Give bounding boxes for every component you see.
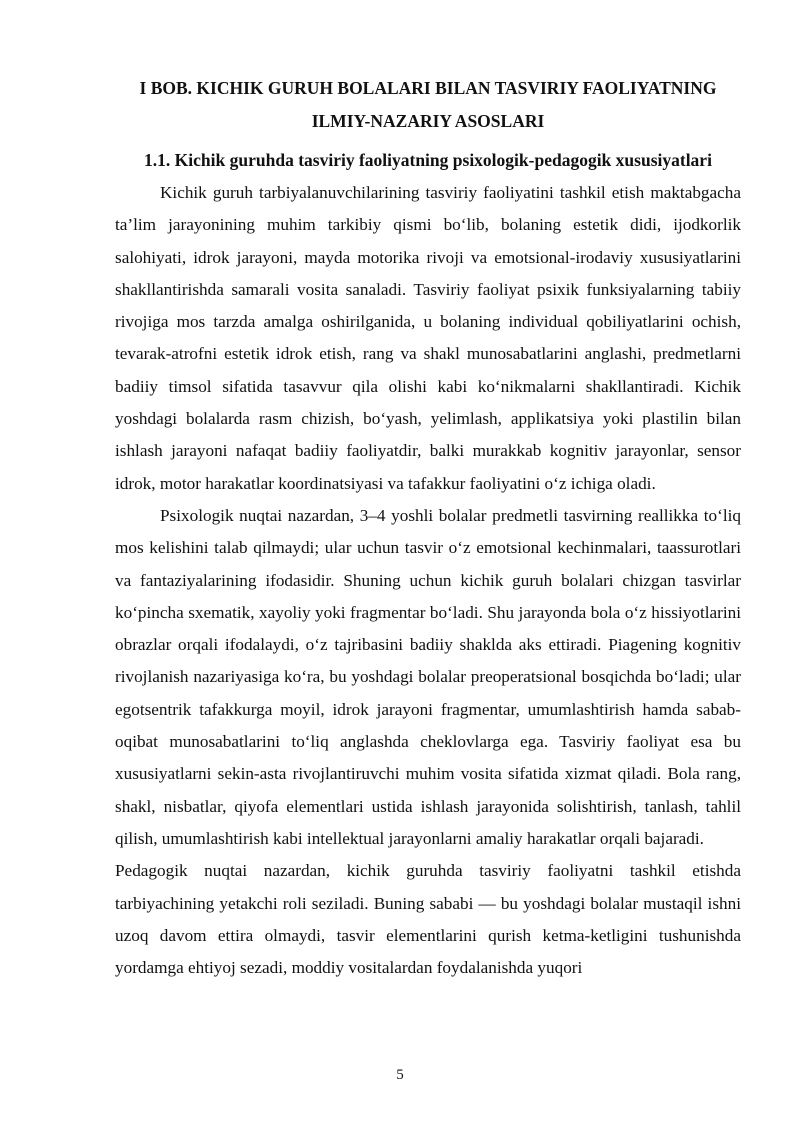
chapter-title: I BOB. KICHIK GURUH BOLALARI BILAN TASVIRIY FAOLIYATNING ILMIY-NAZARIY ASOSLARI [139, 78, 717, 131]
body-paragraph-2: Psixologik nuqtai nazardan, 3–4 yoshli bolalar predmetli tasvirning reallikka to‘liq mos kelishini talab qilmaydi; ular uchun tasvir o‘z emotsional kechinmalari, taassurotlari va fantaziyalarining ifodasidir. Shuning uchun kichik guruh bolalari chizgan tasvirlar ko‘pincha sxematik, xayoliy yoki fragmentar bo‘ladi. Shu jarayonda bola o‘z hissiyotlarini obrazlar orqali ifodalaydi, o‘z tajribasini badiiy shaklda aks ettiradi. Piagening kognitiv rivojlanish nazariyasiga ko‘ra, bu yoshdagi bolalar preoperatsional bosqichda bo‘ladi; ular egotsentrik tafakkurga moyil, idrok jarayoni fragmentar, umumlashtirish hamda sabab-oqibat munosabatlarini to‘liq anglashda cheklovlarga ega. Tasviriy faoliyat esa bu xususiyatlarni sekin-asta rivojlantiruvchi muhim vosita sifatida xizmat qiladi. Bola rang, shakl, nisbatlar, qiyofa elementlari ustida ishlash jarayonida solishtirish, tanlash, tahlil qilish, umumlashtirish kabi intellektual jarayonlarni amaliy harakatlar orqali bajaradi. [115, 505, 741, 848]
document-page [115, 72, 741, 984]
page-number: 5 [396, 1067, 404, 1083]
body-paragraph-3: Pedagogik nuqtai nazardan, kichik guruhda tasviriy faoliyatni tashkil etishda tarbiyachining yetakchi roli seziladi. Buning sababi — bu yoshdagi bolalar mustaqil ishni uzoq davom ettira olmaydi, tasvir elementlarini qurish ketma-ketligini tushunishda yordamga ehtiyoj sezadi, moddiy vositalardan foydalanishda yuqori [115, 861, 741, 978]
section-title: 1.1. Kichik guruhda tasviriy faoliyatning psixologik-pedagogik xususiyatlari [144, 150, 712, 170]
body-paragraph-1: Kichik guruh tarbiyalanuvchilarining tasviriy faoliyatini tashkil etish maktabgacha ta’lim jarayonining muhim tarkibiy qismi bo‘lib, bolaning estetik didi, ijodkorlik salohiyati, idrok jarayoni, mayda motorika rivoji va emotsional-irodaviy xususiyatlarini shakllantirishda samarali vosita sanaladi. Tasviriy faoliyat psixik funksiyalarning tabiiy rivojiga mos tarzda amalga oshirilganida, u bolaning individual qobiliyatlarini ochish, tevarak-atrofni estetik idrok etish, rang va shakl munosabatlarini anglashi, predmetlarni badiiy timsol sifatida tasavvur qila olishi kabi ko‘nikmalarni shakllantiradi. Kichik yoshdagi bolalarda rasm chizish, bo‘yash, yelimlash, applikatsiya yoki plastilin bilan ishlash jarayoni nafaqat badiiy faoliyatdir, balki murakkab kognitiv jarayonlar, sensor idrok, motor harakatlar koordinatsiyasi va tafakkur faoliyatini o‘z ichiga oladi. [115, 183, 741, 493]
